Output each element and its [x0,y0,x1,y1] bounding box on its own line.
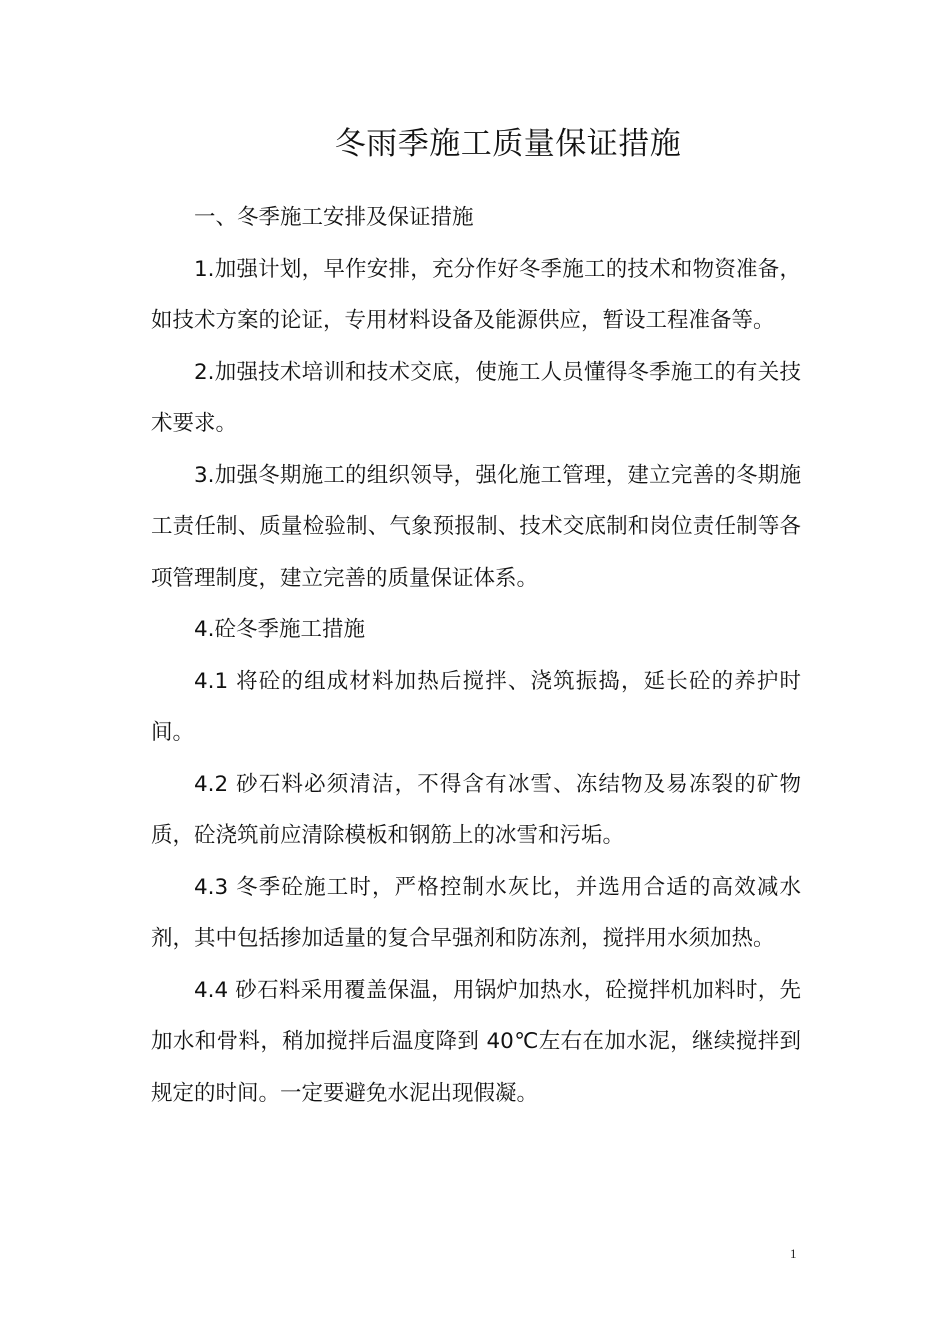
paragraph: 4.4 砂石料采用覆盖保温，用锅炉加热水，砼搅拌机加料时，先加水和骨料，稍加搅拌后温度降到 40℃左右在加水泥，继续搅拌到规定的时间。一定要避免水泥出现假凝。 [151,977,801,1106]
paragraph: 4.1 将砼的组成材料加热后搅拌、浇筑振捣，延长砼的养护时间。 [151,668,801,745]
paragraph: 3.加强冬期施工的组织领导，强化施工管理，建立完善的冬期施工责任制、质量检验制、气象预报制、技术交底制和岗位责任制等各项管理制度，建立完善的质量保证体系。 [151,462,801,591]
document-body [151,192,801,1119]
paragraph: 4.3 冬季砼施工时，严格控制水灰比，并选用合适的高效减水剂，其中包括掺加适量的复合早强剂和防冻剂，搅拌用水须加热。 [151,874,801,951]
document-title: 冬雨季施工质量保证措施 [334,126,682,162]
section-heading: 一、冬季施工安排及保证措施 [194,205,474,230]
paragraph: 1.加强计划，早作安排，充分作好冬季施工的技术和物资准备，如技术方案的论证，专用材料设备及能源供应，暂设工程准备等。 [151,256,801,333]
paragraph: 2.加强技术培训和技术交底，使施工人员懂得冬季施工的有关技术要求。 [151,359,801,436]
page-number: 1 [790,1246,797,1261]
subsection-heading: 4.砼冬季施工措施 [194,617,366,642]
paragraph: 4.2 砂石料必须清洁，不得含有冰雪、冻结物及易冻裂的矿物质，砼浇筑前应清除模板和钢筋上的冰雪和污垢。 [151,771,801,848]
